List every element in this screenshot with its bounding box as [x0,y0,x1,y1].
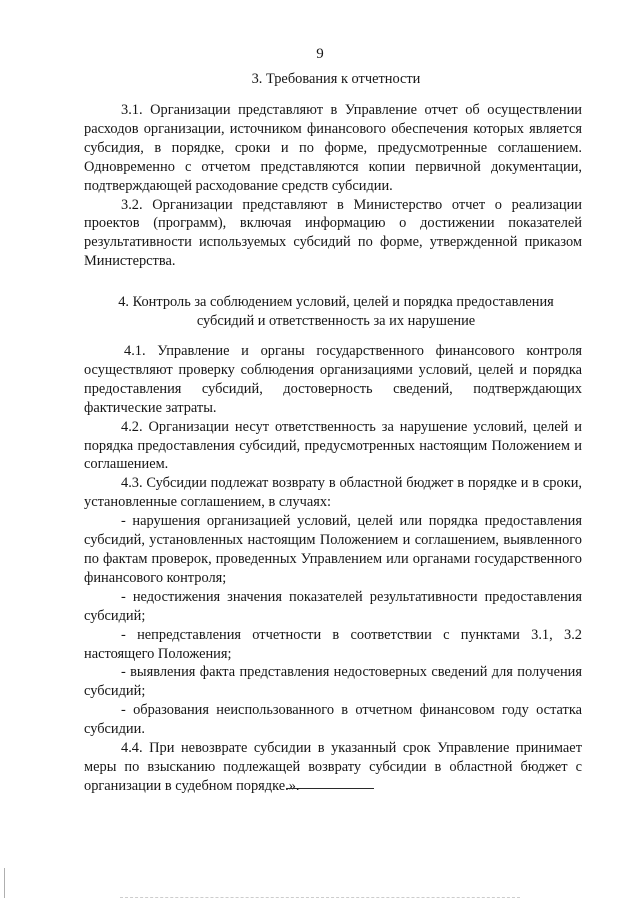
end-of-text-rule [286,788,374,789]
section-4-body [84,342,582,796]
section-4-heading-line-2: субсидий и ответственность за их нарушение [196,313,476,329]
list-item-violation: - нарушения организацией условий, целей или порядка предоставления субсидий, установленных настоящим Положением и соглашением, выявленного по фактам проверок, проведенных Управлением или органами государственного финансового контроля; [84,513,582,586]
section-3-body [84,101,582,271]
scan-bottom-artifact [120,897,520,901]
paragraph-3-1: 3.1. Организации представляют в Управление отчет об осуществлении расходов организации, источником финансового обеспечения которых является субсидия, в порядке, сроки и по форме, предусмотренные соглашением. Одновременно с отчетом представляются копии первичной документации, подтверждающей расходование средств субсидии. [84,102,582,194]
page-number: 9 [316,46,324,62]
section-3-heading: 3. Требования к отчетности [251,71,421,87]
section-4-heading [86,293,586,331]
section-4-heading-line-1: 4. Контроль за соблюдением условий, целей и порядка предоставления [118,294,554,310]
list-item-false-info: - выявления факта представления недостоверных сведений для получения субсидий; [84,664,582,700]
scan-edge-mark [4,868,5,898]
list-item-non-reporting: - непредставления отчетности в соответствии с пунктами 3.1, 3.2 настоящего Положения; [84,626,582,662]
list-item-unused-balance: - образования неиспользованного в отчетном финансовом году остатка субсидии. [84,702,582,738]
paragraph-4-2: 4.2. Организации несут ответственность за нарушение условий, целей и порядка предоставления субсидий, предусмотренных настоящим Положением и соглашением. [84,418,582,473]
paragraph-3-2: 3.2. Организации представляют в Министерство отчет о реализации проектов (программ), включая информацию о достижении показателей результативности используемых субсидий по форме, утвержденной приказом Министерства. [84,196,582,270]
list-item-non-achievement: - недостижения значения показателей результативности предоставления субсидий; [84,588,582,624]
paragraph-4-3: 4.3. Субсидии подлежат возврату в областной бюджет в порядке и в сроки, установленные соглашением, в случаях: [84,475,582,511]
paragraph-4-1: 4.1. Управление и органы государственного финансового контроля осуществляют проверку соблюдения организациями условий, целей и порядка предоставления субсидий, достоверность сведений, подтверждающих фактические затраты. [84,343,582,416]
paragraph-4-4: 4.4. При невозврате субсидии в указанный срок Управление принимает меры по взысканию подлежащей возврату субсидии в областной бюджет с организации в судебном порядке.». [84,740,582,794]
